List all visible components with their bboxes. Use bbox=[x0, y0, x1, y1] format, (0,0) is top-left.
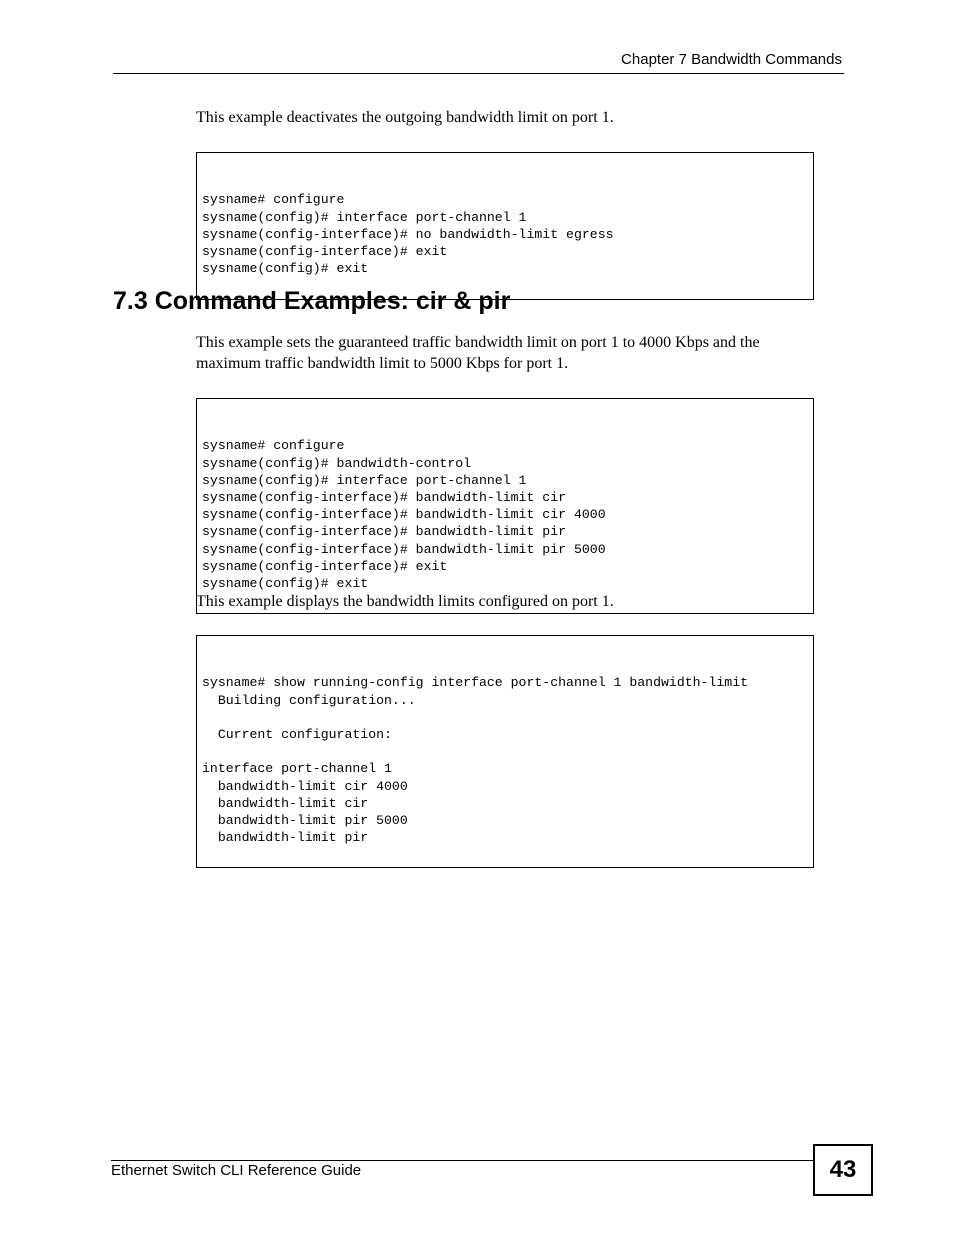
intro-paragraph: This example deactivates the outgoing bandwidth limit on port 1. bbox=[196, 109, 614, 126]
code-example-cir-pir bbox=[196, 398, 814, 614]
code-line: sysname(config-interface)# bandwidth-limit pir bbox=[202, 524, 567, 540]
code-line: Current configuration: bbox=[202, 726, 392, 742]
code-line: sysname# configure bbox=[202, 192, 345, 208]
code-line: sysname(config-interface)# exit bbox=[202, 243, 448, 259]
code-line: bandwidth-limit pir 5000 bbox=[202, 812, 408, 828]
footer-guide-title: Ethernet Switch CLI Reference Guide bbox=[111, 1162, 362, 1179]
code-line: sysname(config)# exit bbox=[202, 575, 369, 591]
section-title: 7.3 Command Examples: cir & pir bbox=[113, 287, 511, 315]
code-line: sysname(config-interface)# bandwidth-limit cir bbox=[202, 489, 567, 505]
code-line: sysname(config-interface)# bandwidth-limit cir 4000 bbox=[202, 507, 606, 523]
code-line: sysname(config)# bandwidth-control bbox=[202, 455, 472, 471]
code-line: sysname(config)# interface port-channel 1 bbox=[202, 472, 527, 488]
page-number: 43 bbox=[813, 1144, 873, 1196]
code-line bbox=[202, 709, 808, 726]
display-paragraph: This example displays the bandwidth limits configured on port 1. bbox=[196, 593, 614, 610]
code-line: sysname(config-interface)# exit bbox=[202, 558, 448, 574]
code-line: sysname(config)# interface port-channel 1 bbox=[202, 209, 527, 225]
code-line: bandwidth-limit cir 4000 bbox=[202, 778, 408, 794]
code-line: sysname(config-interface)# no bandwidth-limit egress bbox=[202, 226, 614, 242]
code-line: sysname(config)# exit bbox=[202, 261, 369, 277]
code-line: bandwidth-limit cir bbox=[202, 795, 369, 811]
code-line bbox=[202, 743, 808, 760]
code-line: sysname# show running-config interface port-channel 1 bandwidth-limit bbox=[202, 675, 749, 691]
footer-rule bbox=[111, 1160, 814, 1161]
header-rule bbox=[113, 73, 844, 74]
code-line: bandwidth-limit pir bbox=[202, 830, 369, 846]
code-line: interface port-channel 1 bbox=[202, 761, 392, 777]
chapter-header: Chapter 7 Bandwidth Commands bbox=[621, 51, 842, 68]
code-example-deactivate bbox=[196, 152, 814, 300]
code-line: sysname(config-interface)# bandwidth-limit pir 5000 bbox=[202, 541, 606, 557]
section-paragraph: This example sets the guaranteed traffic bandwidth limit on port 1 to 4000 Kbps and the maximum traffic bandwidth limit to 5000 Kbps for port 1. bbox=[196, 334, 760, 372]
code-line: Building configuration... bbox=[202, 692, 416, 708]
code-example-show-config bbox=[196, 635, 814, 868]
code-line: sysname# configure bbox=[202, 438, 345, 454]
